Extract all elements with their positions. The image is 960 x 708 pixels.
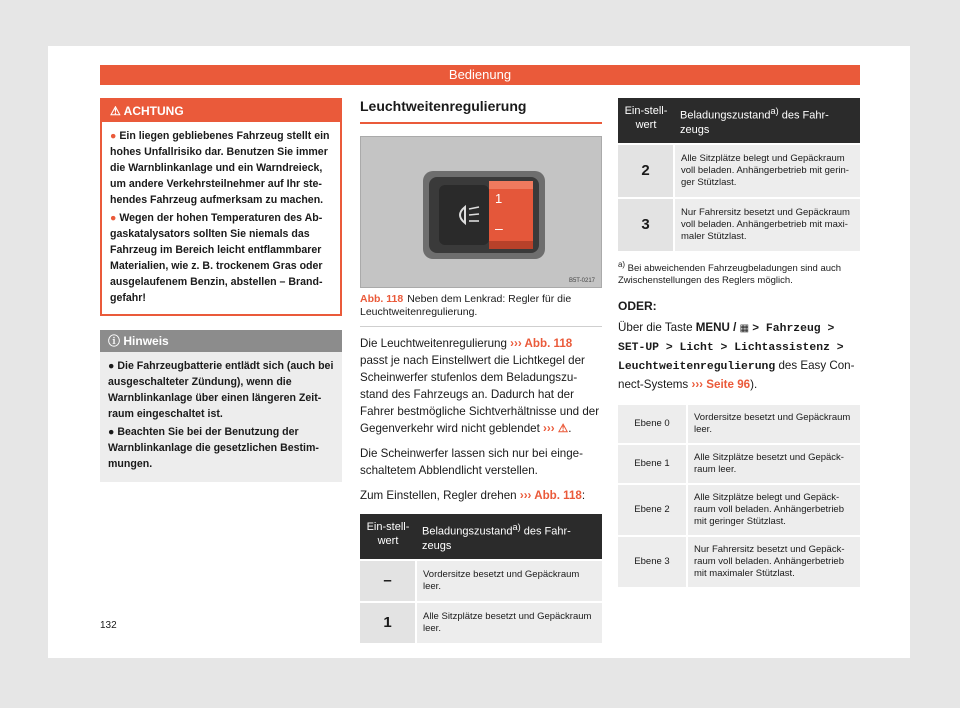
- table-row: Ebene 0 Vordersitze besetzt und Gepäckraum leer.: [618, 405, 860, 444]
- table-row: Ebene 2 Alle Sitzplätze belegt und Gepäck-raum voll beladen. Anhängerbetrieb mit geringer Stützlast.: [618, 484, 860, 536]
- table-row: 3 Nur Fahrersitz besetzt und Gepäckraum voll beladen. Anhängerbetrieb mit maxi-maler Stützlast.: [618, 198, 860, 251]
- oder-heading: ODER:: [618, 298, 657, 313]
- table-header-value: Ein-stell-wert: [360, 514, 416, 560]
- table-header-value: Ein-stell-wert: [618, 98, 674, 144]
- table-row: 1 Alle Sitzplätze besetzt und Gepäckraum leer.: [360, 602, 602, 643]
- hint-header: [100, 330, 342, 352]
- middle-column: [360, 98, 602, 643]
- figure-code: B5T-0217: [568, 278, 595, 284]
- section-title: Leuchtweitenregulierung: [360, 98, 602, 124]
- menu-button-label: MENU /: [695, 320, 740, 334]
- page-number: 132: [100, 620, 117, 631]
- level-table: [618, 405, 860, 589]
- table-header-load: Beladungszustand$^{a)}$ des Fahr-zeugs: [674, 98, 860, 144]
- table-row: Ebene 3 Nur Fahrersitz besetzt und Gepäck-raum voll beladen. Anhängerbetrieb mit maximaler Stützlast.: [618, 536, 860, 588]
- figure-link[interactable]: ››› Abb. 118: [510, 337, 573, 350]
- figure-118: [360, 136, 602, 288]
- paragraph: Die Leuchtweitenregulierung ››› Abb. 118 passt je nach Einstellwert die Lichtkegel der Scheinwerfer stufenlos dem Beladungszu-stand des Fahrzeugs an. Dadurch hat der Fahrer bestmögliche Sichtverhältnisse und der Gegenverkehr wird nicht geblendet ››› ⚠.: [360, 337, 600, 435]
- page-link[interactable]: ››› Seite 96: [691, 377, 751, 391]
- hint-title: Hinweis: [123, 334, 169, 348]
- info-icon: ⓘ: [108, 334, 121, 348]
- warning-triangle-icon: ⚠: [110, 104, 121, 118]
- headlight-regulator-illustration: [361, 137, 601, 287]
- paragraph: Die Scheinwerfer lassen sich nur bei einge-schaltetem Abblendlicht verstellen.: [360, 447, 583, 477]
- table-row: Ebene 1 Alle Sitzplätze besetzt und Gepäck-raum leer.: [618, 444, 860, 484]
- figure-caption: Abb. 118 Neben dem Lenkrad: Regler für die Leuchtweitenregulierung.: [360, 288, 602, 327]
- hint-item: ● Beachten Sie bei der Benutzung der Warnblinkanlage die gesetzlichen Bestim-mungen.: [108, 426, 319, 470]
- warning-body: [102, 122, 340, 314]
- right-column: [618, 98, 860, 589]
- load-table-part2: [618, 98, 860, 251]
- warning-header: [102, 100, 340, 122]
- dial-label-minus: –: [495, 220, 503, 236]
- footnote: $^{a)}$ Bei abweichenden Fahrzeugbeladungen sind auch Zwischenstellungen des Reglers möglich.: [618, 259, 842, 286]
- warning-item: ● Wegen der hohen Temperaturen des Ab-gaskatalysators sollten Sie niemals das Fahrzeug im Bereich leicht entflammbarer Materialien, wie z. B. trockenem Gras oder ausgelaufenem Benzin, abstellen – Brand-gefahr!: [110, 212, 323, 304]
- table-row: – Vordersitze besetzt und Gepäckraum leer.: [360, 560, 602, 602]
- paragraph: Zum Einstellen, Regler drehen ››› Abb. 118:: [360, 489, 586, 502]
- hint-item: ● Die Fahrzeugbatterie entlädt sich (auch bei ausgeschalteter Zündung), wenn die Warnblinkanlage über einen längeren Zeit-raum eingeschaltet ist.: [108, 360, 334, 420]
- table-header-load: Beladungszustand$^{a)}$ des Fahr-zeugs: [416, 514, 602, 560]
- bullet-icon: ●: [110, 212, 117, 224]
- hint-body: [100, 352, 342, 482]
- grid-menu-icon: ▦: [739, 322, 750, 334]
- menu-path-paragraph: Über die Taste MENU / ▦ > Fahrzeug > SET-UP > Licht > Lichtassistenz > Leuchtweitenregulierung des Easy Con-nect-Systems ››› Seite 96).: [618, 320, 855, 391]
- load-table-part1: [360, 514, 602, 643]
- bullet-icon: ●: [110, 130, 117, 142]
- warning-link[interactable]: ››› ⚠: [543, 422, 569, 435]
- warning-title: ACHTUNG: [123, 104, 184, 118]
- warning-box: [100, 98, 342, 316]
- hint-box: [100, 330, 342, 482]
- warning-item: ● Ein liegen gebliebenes Fahrzeug stellt ein hohes Unfallrisiko dar. Benutzen Sie immer die Warnblinkanlage und ein Warndreieck, um andere Verkehrsteilnehmer auf Ihr ste-hendes Fahrzeug aufmerksam zu machen.: [110, 130, 330, 206]
- left-column: [100, 98, 342, 482]
- figure-link[interactable]: ››› Abb. 118: [519, 489, 582, 502]
- dial-label-1: 1: [495, 191, 503, 206]
- chapter-header: Bedienung: [100, 65, 860, 85]
- table-row: 2 Alle Sitzplätze belegt und Gepäckraum voll beladen. Anhängerbetrieb mit gerin-ger Stützlast.: [618, 144, 860, 198]
